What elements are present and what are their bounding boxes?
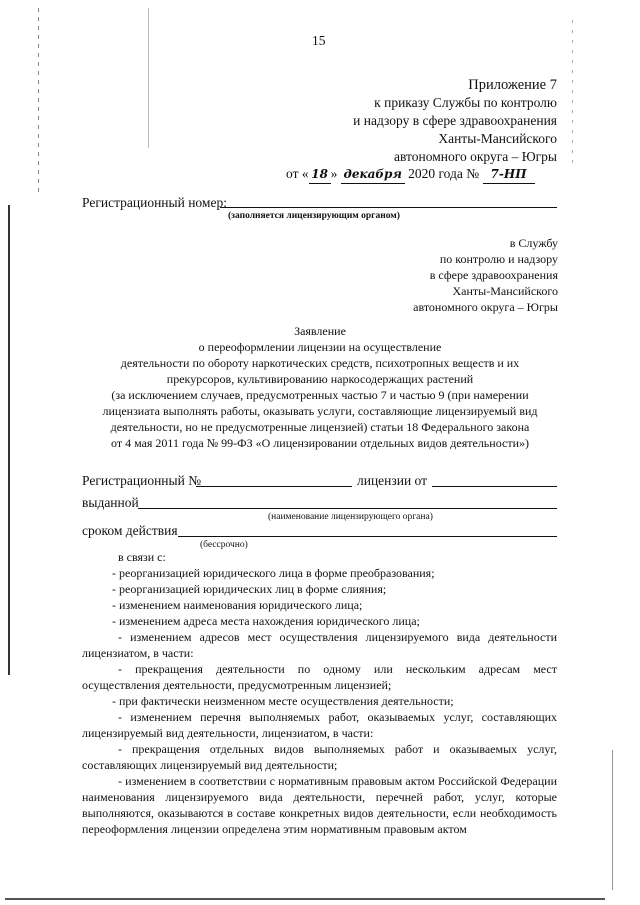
scan-artifact-fold-line bbox=[148, 8, 149, 148]
order-date-line bbox=[286, 165, 535, 184]
reason-item: - изменением в соответствии с нормативным правовым актом Российской Федерации наименования лицензируемого вида деятельности, перечней работ, услуг, которые выполняются, оказываются в составе конкретных видов деятельности, если необходимость переоформления лицензии определена этим нормативным правовым актом bbox=[82, 774, 557, 836]
handwritten-month: декабря bbox=[341, 165, 405, 184]
reg-number-label: Регистрационный № bbox=[82, 473, 202, 488]
date-sep: » bbox=[330, 166, 338, 181]
scan-artifact-right-bar bbox=[612, 750, 613, 890]
reason-item: - изменением перечня выполняемых работ, оказываемых услуг, составляющих лицензируемый вид деятельности, лицензиатом, в части: bbox=[82, 710, 557, 740]
addressee-line: в Службу bbox=[509, 236, 558, 250]
license-date-field[interactable] bbox=[432, 486, 557, 487]
registration-number-label: Регистрационный номер: bbox=[82, 195, 227, 210]
application-subtitle-line: от 4 мая 2011 года № 99-ФЗ «О лицензировании отдельных видов деятельности») bbox=[110, 436, 529, 450]
application-subtitle-line: лицензиата выполнять работы, оказывать услуги, составляющие лицензируемый вид bbox=[102, 404, 538, 418]
reg-number-field[interactable] bbox=[196, 486, 352, 487]
issued-by-field[interactable] bbox=[138, 508, 557, 509]
validity-field[interactable] bbox=[178, 536, 557, 537]
addressee-line: автономного округа – Югры bbox=[413, 300, 558, 314]
handwritten-order-number: 7-НП bbox=[483, 165, 535, 184]
issued-by-label: выданной bbox=[82, 495, 139, 510]
date-prefix: от « bbox=[286, 166, 309, 181]
reason-item: - прекращения деятельности по одному или нескольким адресам мест осуществления деятельности, предусмотренным лицензией; bbox=[82, 662, 557, 692]
order-reference-line: и надзору в сфере здравоохранения bbox=[353, 113, 557, 128]
scan-artifact-bottom-bar bbox=[5, 898, 605, 900]
handwritten-day: 18 bbox=[309, 165, 331, 184]
validity-label: сроком действия bbox=[82, 523, 178, 538]
order-reference-line: Ханты-Мансийского bbox=[438, 131, 557, 146]
registration-number-line bbox=[220, 207, 557, 208]
addressee-line: Ханты-Мансийского bbox=[452, 284, 558, 298]
date-year: 2020 года № bbox=[408, 166, 480, 181]
application-title: Заявление bbox=[294, 324, 346, 338]
application-subtitle-line: деятельности, но не предусмотренные лицензией) статьи 18 Федерального закона bbox=[110, 420, 530, 434]
addressee-line: в сфере здравоохранения bbox=[429, 268, 558, 282]
reason-item: - изменением адреса места нахождения юридического лица; bbox=[112, 614, 420, 628]
reason-item: - изменением наименования юридического лица; bbox=[112, 598, 363, 612]
reasons-intro: в связи с: bbox=[118, 550, 166, 564]
order-reference-line: автономного округа – Югры bbox=[394, 149, 557, 164]
application-subtitle-line: (за исключением случаев, предусмотренных частью 7 и частью 9 (при намерении bbox=[111, 388, 529, 402]
registration-number-hint: (заполняется лицензирующим органом) bbox=[228, 211, 400, 221]
reason-item: - при фактически неизменном месте осуществления деятельности; bbox=[112, 694, 454, 708]
validity-hint: (бессрочно) bbox=[200, 540, 248, 550]
application-subtitle-line: деятельности по обороту наркотических средств, психотропных веществ и их bbox=[120, 356, 520, 370]
license-date-label: лицензии от bbox=[357, 473, 428, 488]
scan-artifact-left-dashes bbox=[38, 8, 39, 193]
application-subtitle-line: о переоформлении лицензии на осуществление bbox=[198, 340, 442, 354]
reason-item: - прекращения отдельных видов выполняемых работ и оказываемых услуг, составляющих лицензируемый вид деятельности; bbox=[82, 742, 557, 772]
addressee-line: по контролю и надзору bbox=[439, 252, 558, 266]
issued-by-hint: (наименование лицензирующего органа) bbox=[268, 512, 433, 522]
reason-item: - изменением адресов мест осуществления лицензируемого вида деятельности лицензиатом, в части: bbox=[82, 630, 557, 660]
reason-item: - реорганизацией юридического лица в форме преобразования; bbox=[112, 566, 435, 580]
application-subtitle-line: прекурсоров, культивированию наркосодержащих растений bbox=[166, 372, 474, 386]
reason-item: - реорганизацией юридических лиц в форме слияния; bbox=[112, 582, 387, 596]
page-number: 15 bbox=[312, 33, 326, 48]
appendix-title: Приложение 7 bbox=[468, 77, 557, 93]
order-reference-line: к приказу Службы по контролю bbox=[374, 95, 557, 110]
scan-artifact-right-dashes bbox=[572, 20, 573, 170]
